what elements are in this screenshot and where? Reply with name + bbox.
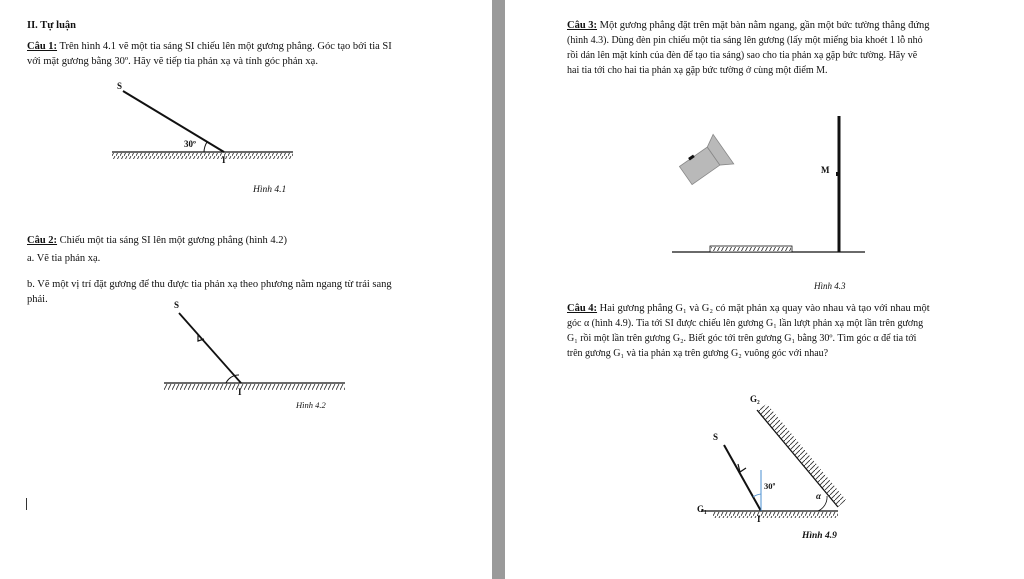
q3-text1: Một gương phẳng đặt trên mặt bàn nằm ngang, gần một bức tường thẳng đứng — [599, 20, 930, 31]
q3-label: Câu 3: — [567, 20, 598, 31]
text-cursor — [26, 498, 27, 510]
flashlight-icon — [675, 134, 733, 190]
fig49-label-g1: G₁ — [697, 504, 707, 514]
ray-si-4-1 — [123, 91, 224, 152]
ray-si-4-2 — [179, 313, 241, 383]
right-page — [505, 0, 1024, 579]
ray-arrow-4-9 — [738, 464, 746, 472]
fig42-label-s: S — [174, 300, 180, 310]
page-gutter — [492, 0, 505, 579]
q2-text1: Chiếu một tia sáng SI lên một gương phẳng (hình 4.2) — [59, 235, 288, 246]
fig49-label-g2: G₂ — [750, 394, 760, 404]
fig43-caption: Hình 4.3 — [814, 281, 846, 291]
fig41-label-i: I — [222, 155, 226, 165]
angle-arc-4-1 — [204, 142, 207, 152]
q4-line1 — [567, 302, 930, 315]
fig49-label-i: I — [757, 514, 761, 524]
q1-line2: với mặt gương bằng 30º. Hãy vẽ tiếp tia phản xạ và tính góc phản xạ. — [27, 56, 318, 67]
fig41-label-s: S — [117, 81, 123, 91]
fig49-label-angle: 30º — [764, 481, 776, 491]
ray-si-4-9 — [724, 445, 761, 511]
q3-line3: rồi dán lên mặt kính của đèn để tạo tia sáng) sao cho tia phản xạ gặp bức tường. Hãy vẽ — [567, 50, 918, 61]
fig41-caption: Hình 4.1 — [253, 185, 287, 195]
left-page — [0, 0, 492, 579]
fig41-label-angle: 30º — [184, 139, 196, 149]
fig49-caption: Hình 4.9 — [802, 531, 837, 541]
q1-label: Câu 1: — [27, 41, 58, 52]
incidence-arc — [753, 494, 761, 497]
fig42-label-i: I — [238, 387, 242, 397]
q4-line3: G₁ rồi một lần trên gương G₂. Biết góc tới trên gương G₁ bằng 30º. Tìm góc α để tia tới — [567, 333, 917, 344]
q4-line4: trên gương G₁ và tia phản xạ trên gương G₂ vuông góc với nhau? — [567, 348, 829, 359]
mirror-hatch-4-1 — [112, 153, 293, 159]
q2-line1 — [27, 234, 287, 247]
q2-a: a. Vẽ tia phản xạ. — [27, 253, 101, 264]
fig42-caption: Hình 4.2 — [296, 400, 326, 410]
fig49-label-alpha: α — [816, 491, 821, 501]
point-m — [836, 172, 840, 176]
q2-b1: b. Vẽ một vị trí đặt gương để thu được tia phản xạ theo phương nằm ngang từ trái sang — [27, 279, 392, 290]
q4-text1: Hai gương phẳng G₁ và G₂ có mặt phản xạ quay vào nhau và tạo với nhau một — [599, 303, 930, 314]
q1-text1: Trên hình 4.1 vẽ một tia sáng SI chiếu lên một gương phẳng. Góc tạo bởi tia SI — [59, 41, 392, 52]
q3-line2: (hình 4.3). Dùng đèn pin chiếu một tia sáng lên gương (lấy một miếng bìa khoét 1 lỗ nhỏ — [567, 35, 923, 46]
q2-label: Câu 2: — [27, 235, 58, 246]
fig49-label-s: S — [713, 432, 719, 442]
q3-line4: hai tia tới cho hai tia phản xạ gặp bức tường ở cùng một điểm M. — [567, 65, 828, 76]
fig43-label-m: M — [821, 165, 830, 175]
mirror-g1-hatch — [713, 512, 838, 518]
q4-label: Câu 4: — [567, 303, 598, 314]
q4-line2: góc α (hình 4.9). Tia tới SI được chiếu lên gương G₁ lần lượt phản xạ một lần trên gương — [567, 318, 924, 329]
section-title: II. Tự luận — [27, 20, 77, 31]
mirror-hatch-4-2 — [164, 384, 345, 390]
q2-b2: phải. — [27, 294, 48, 305]
